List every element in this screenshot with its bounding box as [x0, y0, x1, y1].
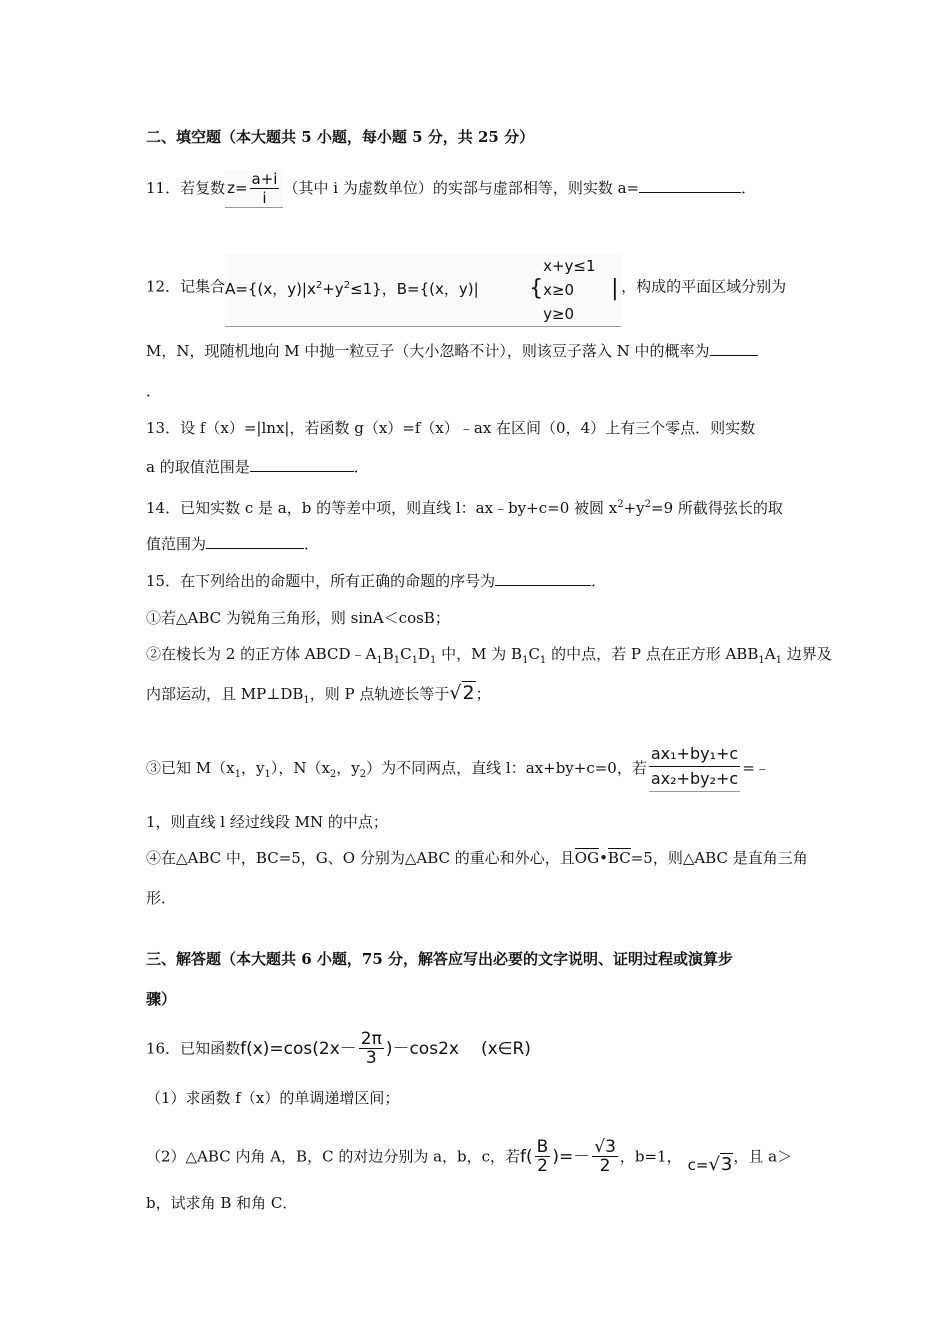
q14-end: ． [304, 535, 320, 553]
q12-number: 12．记集合 [146, 277, 226, 296]
q16-part2-frac-b-num: B [536, 1137, 549, 1157]
q15-p2-h: A [764, 645, 776, 663]
q16-part-2-line-2: b，试求角 B 和角 C． [146, 1194, 298, 1212]
q11-frac-num: a+i [251, 170, 278, 188]
q15-p4-b: =5，则△ABC 是直角三角 [630, 849, 808, 867]
q15-p3-d: ，y [336, 759, 360, 777]
q15-end: ． [591, 572, 607, 590]
q16-f-rhs: )－cos2x [385, 1038, 459, 1059]
q13-answer-blank [250, 457, 354, 472]
q16-part2-c-label: c= [687, 1155, 709, 1174]
q15-sqrt: √2 [449, 682, 475, 704]
q11-end: ． [741, 179, 757, 197]
q12-system-3: y≥0 [543, 305, 575, 323]
question-14-line-2 [146, 534, 319, 554]
q15-p2-s8: 1 [775, 655, 782, 666]
question-15-line-1 [146, 571, 606, 591]
q15-p2-d: D [417, 645, 430, 663]
q15-p2-e: 中，M 为 B [436, 645, 523, 663]
q15-proposition-1: ①若△ABC 为锐角三角形，则 sinA＜cosB； [146, 609, 450, 627]
q15-p2-s3: 1 [411, 655, 418, 666]
question-14-line-1 [146, 495, 783, 518]
q15-p3-a: ③已知 M（x [146, 759, 235, 777]
q15-answer-blank [495, 571, 591, 586]
q12-sup-2: 2 [343, 280, 351, 291]
q11-number: 11．若复数 [146, 179, 226, 197]
q16-part2-feq: )=－ [552, 1146, 591, 1167]
q15-p3-f: =﹣ [742, 759, 770, 777]
q16-part2-c [687, 1153, 734, 1175]
question-11 [146, 170, 756, 208]
q13-end: ． [353, 458, 369, 476]
q16-part2-frac-b [535, 1138, 551, 1175]
q15-p3-e: ）为不同两点，直线 l：ax+by+c=0，若 [366, 759, 647, 777]
q16-part2-b: ，b=1， [619, 1147, 682, 1166]
q16-part2-f: f( [520, 1146, 533, 1167]
question-12 [146, 250, 786, 323]
q12-formula [225, 254, 621, 327]
q15-proposition-4-line-2: 形． [146, 889, 177, 907]
q15-text: 15．在下列给出的命题中，所有正确的命题的序号为 [146, 572, 496, 590]
q14-text-c: =9 所截得弦长的取 [651, 499, 783, 517]
q15-p3-s1: 1 [234, 769, 241, 780]
q15-vector-og: OG [574, 849, 600, 867]
q12-right-bracket: | [611, 276, 619, 301]
q14-text-d: 值范围为 [146, 535, 207, 553]
q12-text-2: M，N，现随机地向 M 中抛一粒豆子（大小忽略不计），则该豆子落入 N 中的概率为 [146, 342, 710, 360]
q14-answer-blank [206, 534, 304, 549]
q15-p2-s6: 1 [539, 655, 547, 666]
q15-p2-a: ②在棱长为 2 的正方体 ABCD﹣A [146, 645, 377, 663]
q15-p2-i: 边界及 [781, 645, 832, 663]
q11-z-lhs: z= [227, 179, 248, 197]
section-2-title: 二、填空题（本大题共 5 小题，每小题 5 分，共 25 分） [146, 128, 535, 146]
q15-vector-bc: BC [607, 849, 631, 867]
q15-p3-fraction [649, 742, 740, 792]
q15-p2-c: C [400, 645, 412, 663]
q16-part2-c-sqrt: √3 [708, 1153, 733, 1175]
q15-p2-s9: 1 [303, 695, 310, 706]
q15-p2-f: C [528, 645, 540, 663]
q15-p2-s1: 1 [376, 655, 383, 666]
q11-formula [225, 170, 283, 208]
q15-p3-frac-num: ax₁+by₁+c [649, 742, 740, 767]
q12-answer-blank [710, 341, 758, 356]
q16-frac-den: 3 [365, 1048, 377, 1068]
q15-p2-line2-a: 内部运动，且 MP⊥DB [146, 685, 304, 703]
q15-p2-line2-c: ； [475, 685, 491, 703]
q16-number: 16．已知函数 [146, 1039, 241, 1058]
q14-text-a: 14．已知实数 c 是 a，b 的等差中项，则直线 l：ax﹣by+c=0 被圆 x [146, 499, 618, 517]
q15-proposition-3-line-2: 1，则直线 l 经过线段 MN 的中点； [146, 813, 388, 831]
section-3-title-line-2: 骤） [146, 990, 177, 1008]
q14-text-b: +y [623, 499, 645, 517]
q15-proposition-2-line-1 [146, 644, 832, 671]
section-3-title-line-1: 三、解答题（本大题共 6 小题，75 分，解答应写出必要的文字说明、证明过程或演算步 [146, 950, 733, 968]
q15-proposition-2-line-2 [146, 683, 491, 711]
q11-frac-den: i [262, 189, 267, 207]
q15-proposition-3-line-1 [146, 744, 770, 794]
q11-answer-blank [639, 178, 741, 193]
q15-p2-s2: 1 [393, 655, 401, 666]
q12-set-a: A={(x，y)|x [225, 280, 316, 298]
q15-p3-b: ，y [240, 759, 265, 777]
q16-part2-frac-root3-num: √3 [594, 1137, 616, 1157]
q15-p4-a: ④在△ABC 中，BC=5，G、O 分别为△ABC 的重心和外心，且 [146, 849, 575, 867]
q16-formula [240, 1029, 531, 1068]
q12-end: ． [146, 382, 162, 400]
q16-part2-formula [520, 1137, 620, 1176]
q15-p2-g: 的中点，若 P 点在正方形 ABB [546, 645, 759, 663]
q16-part2-frac-b-den: 2 [537, 1156, 548, 1176]
q15-p3-s4: 2 [359, 769, 367, 780]
q16-part2-frac-root3-den: 2 [599, 1156, 611, 1176]
q12-set-plus: +y [322, 280, 344, 298]
q11-fraction [250, 170, 280, 207]
q12-text-1: ，构成的平面区域分别为 [621, 277, 787, 296]
q11-text: （其中 i 为虚数单位）的实部与虚部相等，则实数 a= [283, 179, 640, 197]
q13-text: a 的取值范围是 [146, 458, 250, 476]
q12-set-b: ≤1}，B={(x，y)| [350, 280, 479, 298]
question-13-line-2 [146, 457, 369, 477]
q15-proposition-4-line-1 [146, 848, 808, 868]
q16-frac-num: 2π [360, 1029, 382, 1049]
question-12-line-2 [146, 341, 758, 361]
q16-part2-c-text: ，且 a＞ [733, 1147, 793, 1166]
q16-part2-c-radicand: 3 [720, 1153, 733, 1175]
q15-p3-s3: 2 [329, 769, 337, 780]
q16-part2-a: （2）△ABC 内角 A，B，C 的对边分别为 a，b，c，若 [146, 1147, 521, 1166]
q15-p3-s2: 1 [264, 769, 271, 780]
q15-p2-s4: 1 [430, 655, 437, 666]
q14-sup-2: 2 [644, 499, 652, 510]
q16-part-1: （1）求函数 f（x）的单调递增区间； [146, 1089, 400, 1107]
q15-dot: • [599, 849, 608, 867]
question-13-line-1: 13．设 f（x）=|lnx|，若函数 g（x）=f（x）﹣ax 在区间（0，4）上有三个零点．则实数 [146, 419, 756, 437]
q15-p3-c: ），N（x [270, 759, 330, 777]
q15-p2-b: B [382, 645, 394, 663]
q16-part2-frac-root3 [592, 1138, 618, 1175]
q16-part-2-line-1 [146, 1138, 792, 1175]
q15-sqrt-radicand: 2 [462, 682, 475, 704]
q12-system-1: x+y≤1 [543, 257, 596, 275]
q15-p2-s5: 1 [522, 655, 529, 666]
q12-system-2: x≥0 [543, 281, 575, 299]
q14-sup-1: 2 [617, 499, 624, 510]
q15-p2-line2-b: ，则 P 点轨迹长等于 [309, 685, 450, 703]
q15-p2-s7: 1 [758, 655, 765, 666]
q16-domain: (x∈R) [480, 1038, 531, 1059]
question-16 [146, 1030, 531, 1067]
q12-left-brace: { [529, 276, 544, 301]
q16-f-lhs: f(x)=cos(2x－ [240, 1038, 357, 1059]
q15-p3-frac-den: ax₂+by₂+c [650, 769, 739, 788]
q16-fraction [359, 1030, 384, 1067]
q12-sup-1: 2 [315, 280, 323, 291]
